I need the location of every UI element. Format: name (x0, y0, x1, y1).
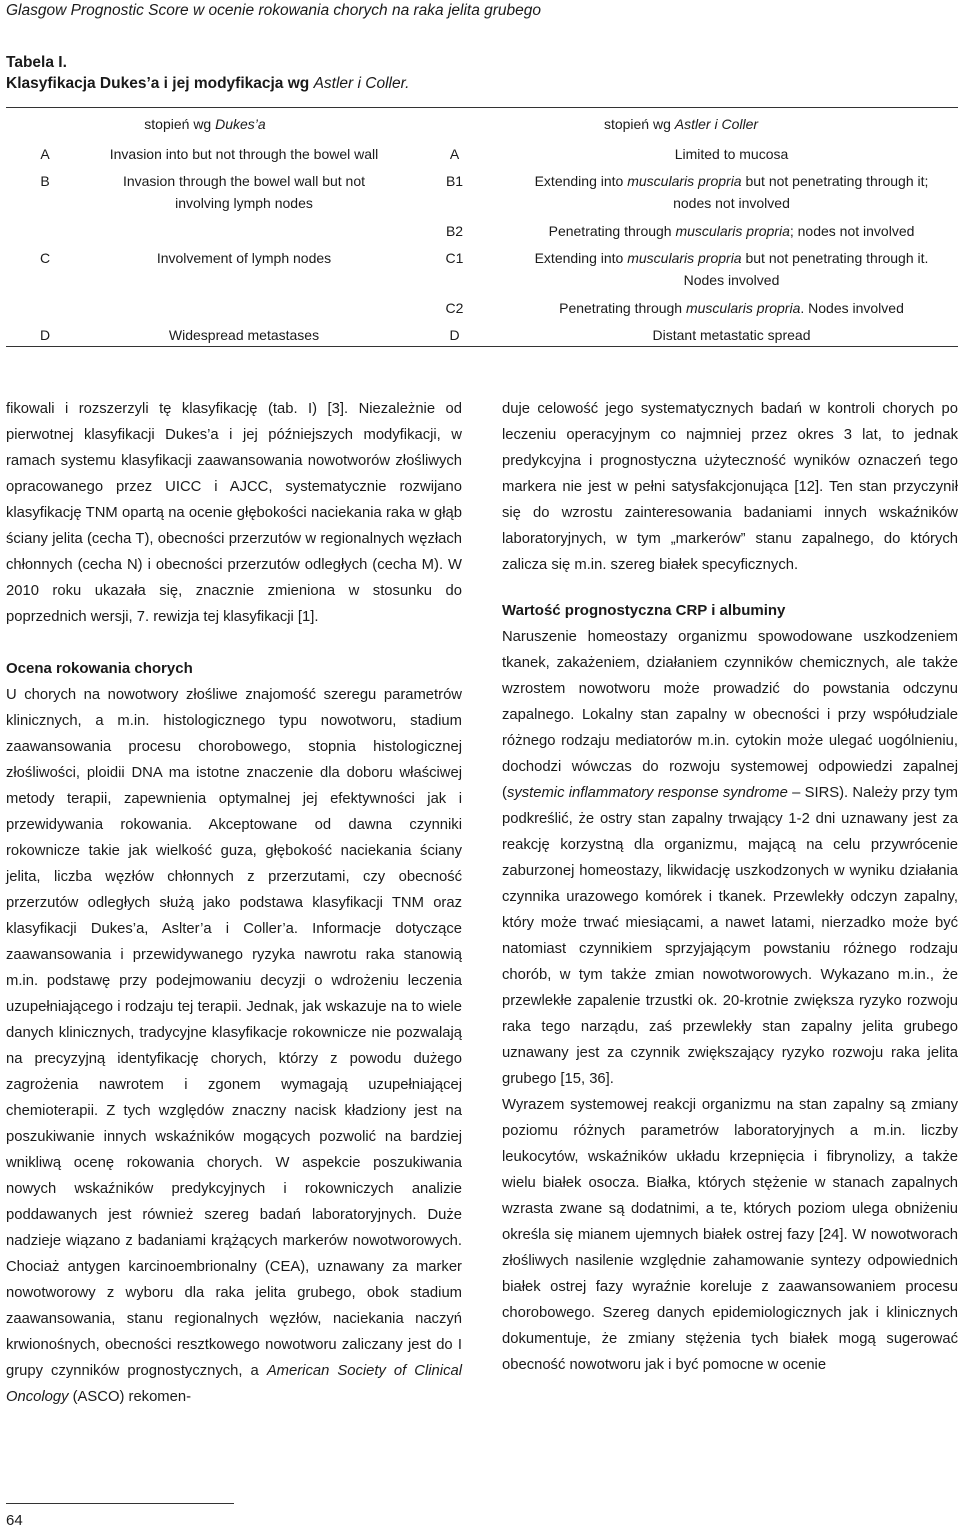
header-astler-coller: stopień wg Astler i Coller (603, 116, 759, 132)
table-row (6, 220, 958, 247)
ac-stage: B2 (445, 223, 464, 239)
ac-stage: C1 (445, 250, 464, 266)
paragraph: U chorych na nowotwory złośliwe znajomość szeregu parametrów klinicznych, a m.in. histologicznego typu nowotworu, stadium zaawansowania procesu chorobowego, stopnia histologicznej złośliwości, ploidii DNA ma istotne znaczenie dla doboru właściwej metody terapii, zapewnienia optymalnej jej efektywności jak i przewidywania rokowania. Akceptowane od dawna czynniki rokownicze takie jak wielkość guza, głębokość naciekania ściany jelita, liczba węzłów chłonnych z przerzutami, czy obecność przerzutów odległych służą jako podstawa klasyfikacji TNM oraz klasyfikacji Dukes’a, Aslter’a i Coller’a. Informacje dotyczące zaawansowania i przewidywanego ryzyka nawrotu raka stanowią m.in. podstawę przy podejmowaniu decyzji o wdrożeniu leczenia uzupełniającego i rodzaju tej terapii. Jednak, jak wskazuje na to wiele danych klinicznych, tradycyjne klasyfikacje rokownicze nie pozwalają na precyzyjną identyfikację chorych, którzy z powodu dużego zagrożenia nawrotem i zgonem wymagają uzupełniającej chemioterapii. Z tych względów znaczny nacisk kładziony jest na poszukiwanie innych wskaźników mogących pozwolić na bardziej wnikliwą ocenę rokowania chorych. W aspekcie poszukiwania nowych wskaźników predykcyjnych i rokowniczych analizie poddawanych jest również szereg badań laboratoryjnych. Duże nadzieje wiązano z badaniami krążących markerów nowotworowych. Chociaż antygen karcinoembrionalny (CEA), uznawany za marker nowotworowy z wyboru dla raka jelita grubego, obok stadium zaawansowania, stanu regionalnych węzłów, naciekania naczyń krwionośnych, obecności resztkowego nowotworu zaliczany jest do I grupy czynników prognostycznych, a American Society of Clinical Oncology (ASCO) rekomen- (6, 687, 462, 1405)
ac-description: Distant metastatic spread (652, 327, 811, 343)
section-heading-crp-albumin: Wartość prognostyczna CRP i albuminy (502, 602, 786, 619)
table-title-text: Klasyfikacja Dukes’a i jej modyfikacja wg (6, 75, 314, 92)
section-heading-prognosis: Ocena rokowania chorych (6, 660, 193, 677)
ac-description: Penetrating through muscularis propria. Nodes involved (559, 300, 904, 316)
dukes-description: Widespread metastases (168, 327, 320, 343)
ac-description: Extending into muscularis propria but not penetrating through it. Nodes involved (534, 250, 929, 288)
paragraph: Wyrazem systemowej reakcji organizmu na stan zapalny są zmiany poziomu różnych parametrów laboratoryjnych a m.in. liczby leukocytów, wskaźników układu krzepnięcia i fibrynolizy, a także wielu białek osocza. Białka, których stężenie w stanach zapalnych wzrasta zwane są dodatnimi, a te, których poziom ulega obniżeniu określa się mianem ujemnych białek ostrej fazy [24]. W nowotworach złośliwych nasilenie względnie zahamowanie syntezy odpowiednich białek ostrej fazy wyraźnie koreluje z zaawansowaniem procesu chorobowego. Szereg danych epidemiologicznych jak i klinicznych dokumentuje, że zmiany stężenia tych białek mogą sugerować obecność nowotworu jak i być pomocne w ocenie (502, 1097, 958, 1373)
table-row (6, 170, 958, 220)
table-bottom-rule (6, 346, 958, 347)
table-label: Tabela I. (6, 54, 67, 71)
dukes-description: Invasion into but not through the bowel wall (109, 146, 379, 162)
table-header-row (6, 113, 958, 143)
ac-description: Limited to mucosa (674, 146, 789, 162)
right-column (502, 396, 958, 1378)
page-number: 64 (6, 1512, 23, 1529)
ac-description: Extending into muscularis propria but not penetrating through it; nodes not involved (534, 173, 929, 211)
table-row (6, 143, 958, 170)
table-title (6, 74, 409, 94)
ac-stage: B1 (445, 173, 464, 189)
paragraph: duje celowość jego systematycznych badań w kontroli chorych po leczeniu operacyjnym co najmniej przez okres 3 lat, to jednak predykcyjna i prognostyczna użyteczność wyników oznaczeń tego markera nie jest w pełni satysfakcjonująca [12]. Ten stan przyczynił się do wzrostu zainteresowania badaniami innych wskaźników laboratoryjnych, w tym „markerów” stanu zapalnego, do których zalicza się m.in. szereg białek specyficznych. (502, 401, 958, 573)
dukes-stage: D (39, 327, 51, 343)
paragraph: Naruszenie homeostazy organizmu spowodowane uszkodzeniem tkanek, zakażeniem, działaniem czynników chemicznych, ale także wzrostem nowotworu może prowadzić do powstania odczynu zapalnego. Lokalny stan zapalny w obecności i przy współudziale różnego rodzaju mediatorów m.in. cytokin może ulegać uogólnieniu, dochodzi wówczas do rozwoju systemowej odpowiedzi zapalnej (systemic inflammatory response syndrome – SIRS). Należy przy tym podkreślić, że ostry stan zapalny trwający 1-2 dni uznawany jest za reakcję korzystną dla organizmu, mającą na celu przywrócenie zaburzonej homeostazy, likwidację uszkodzonych w wyniku działania czynnika urazowego komórek i tkanek. Przewlekły odczyn zapalny, który może trwać miesiącami, a nawet latami, nierzadko może być natomiast czynnikiem sprzyjającym powstaniu różnego rodzaju chorób, w tym także zmian nowotworowych. Wykazano m.in., że przewlekłe zapalenie trzustki ok. 20-krotnie zwiększa ryzyko rozwoju raka tego narządu, zaś przewlekły stan zapalny jelita grubego uznawany jest za czynnik zwiększający ryzyko rozwoju raka jelita grubego [15, 36]. (502, 629, 958, 1087)
table-top-rule (6, 107, 958, 108)
left-column (6, 396, 462, 1410)
dukes-description: Invasion through the bowel wall but not involving lymph nodes (122, 173, 366, 211)
dukes-stage: A (40, 146, 50, 162)
header-dukes: stopień wg Dukes’a (144, 116, 266, 132)
table-row (6, 297, 958, 324)
paragraph: fikowali i rozszerzyli tę klasyfikację (tab. I) [3]. Niezależnie od pierwotnej klasyfikacji Dukes’a i jej późniejszych modyfikacji, w ramach systemu klasyfikacji zaawansowania nowotworów złośliwych opracowanego przez UICC i AJCC, systematycznie rozwijano klasyfikację TNM opartą na ocenie głębokości naciekania raka w głąb ściany jelita (cecha T), obecności przerzutów w regionalnych węzłach chłonnych (cecha N) i obecności przerzutów odległych (cecha M). W 2010 roku ukazała się, znacznie zmieniona w stosunku do poprzednich wersji, 7. rewizja tej klasyfikacji [1]. (6, 401, 462, 625)
running-header: Glasgow Prognostic Score w ocenie rokowania chorych na raka jelita grubego (6, 2, 542, 19)
ac-stage: C2 (445, 300, 464, 316)
table-title-italic: Astler i Coller. (313, 75, 410, 92)
ac-stage: D (449, 327, 460, 343)
ac-description: Penetrating through muscularis propria; nodes not involved (548, 223, 915, 239)
dukes-stage: B (40, 173, 50, 189)
table-row (6, 247, 958, 297)
footer-rule (6, 1503, 234, 1504)
dukes-stage: C (39, 250, 51, 266)
ac-stage: A (449, 146, 460, 162)
dukes-description: Involvement of lymph nodes (156, 250, 332, 266)
dukes-classification-table (6, 113, 958, 351)
